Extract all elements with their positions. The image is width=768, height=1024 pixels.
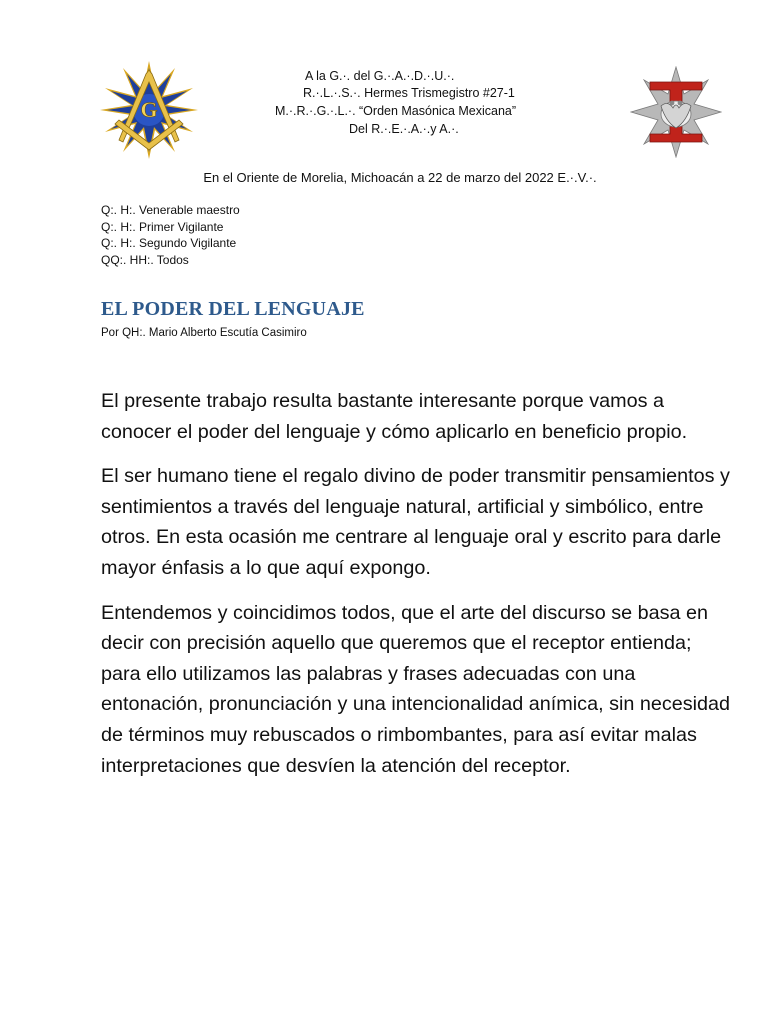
salutation-list [101, 202, 240, 268]
svg-text:G: G [140, 97, 158, 122]
salutation-item: Q:. H:. Primer Vigilante [101, 219, 224, 234]
square-and-compass-icon [98, 60, 200, 160]
document-title: EL PODER DEL LENGUAJE [101, 298, 365, 320]
address-line-3: M.·.R.·.G.·.L.·. “Orden Masónica Mexicana” [275, 104, 517, 118]
document-body [101, 386, 731, 795]
double-headed-eagle-cross-icon [630, 66, 722, 158]
address-line-1: A la G.·. del G.·.A.·.D.·.U.·. [305, 69, 455, 83]
body-paragraph: El presente trabajo resulta bastante interesante porque vamos a conocer el poder del lenguaje y cómo aplicarlo en beneficio propio. [101, 390, 688, 443]
date-line [0, 170, 768, 185]
body-paragraph: El ser humano tiene el regalo divino de poder transmitir pensamientos y sentimientos a través del lenguaje natural, artificial y simbólico, entre otros. En esta ocasión me centrare al lenguaje oral y escrito para darle mayor énfasis a lo que aquí expongo. [101, 465, 730, 579]
body-paragraph: Entendemos y coincidimos todos, que el arte del discurso se basa en decir con precisión aquello que queremos que el receptor entienda; para ello utilizamos las palabras y frases adecuadas con una entonación, pronunciación y una intencionalidad anímica, sin necesidad de términos muy rebuscados o rimbombantes, para así evitar malas interpretaciones que desvíen la atención del receptor. [101, 601, 731, 777]
salutation-item: Q:. H:. Segundo Vigilante [101, 236, 237, 250]
author-byline: Por QH:. Mario Alberto Escutía Casimiro [101, 327, 307, 339]
address-line-2: R.·.L.·.S.·. Hermes Trismegistro #27-1 [303, 86, 515, 100]
salutation-item: QQ:. HH:. Todos [101, 252, 189, 267]
address-line-4: Del R.·.E.·.A.·.y A.·. [349, 122, 459, 136]
date-text: En el Oriente de Morelia, Michoacán a 22 de marzo del 2022 E.·.V.·. [203, 170, 597, 185]
salutation-item: Q:. H:. Venerable maestro [101, 203, 240, 217]
